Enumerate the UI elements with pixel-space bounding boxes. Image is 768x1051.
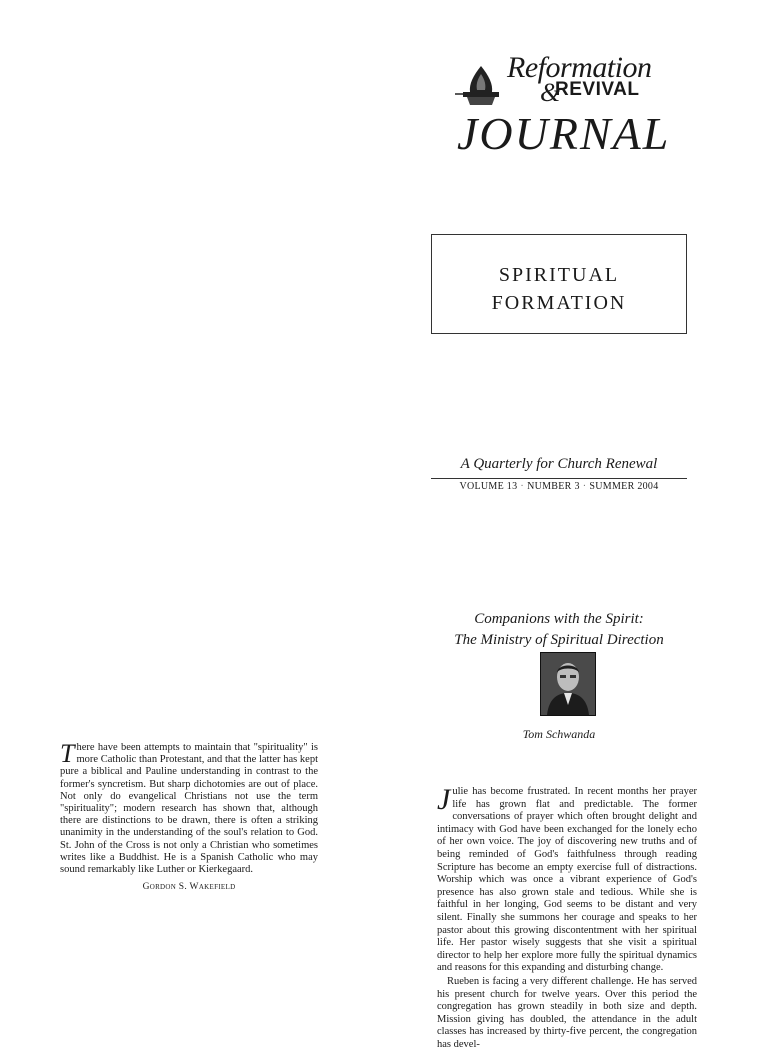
journal-tagline: A Quarterly for Church Renewal [460, 456, 658, 472]
pulpit-flame-icon [455, 64, 507, 106]
body-paragraph-1-text: ulie has become frustrated. In recent months her prayer life has grown flat and predictable. The former conversations of prayer which often brought delight and intimacy with God have been exchanged for the lonely echo of her own voice. The joy of discovering new truths and of being reminded of God's faithfulness through reading Scripture has become an empty exercise full of distractions. Worship which was once a vibrant experience of God's presence has also grown stale and tedious. While she is faithful in her longing, God seems to be distant and very silent. Finally she summons her courage and speaks to her pastor about this growing discontentment with her spiritual life. Her pastor wisely suggests that she visit a spiritual director to help her explore more fully the spiritual dynamics and reasons for this expanding and disturbing change. [437, 786, 697, 974]
author-name: Tom Schwanda [522, 727, 596, 741]
issue-number: NUMBER 3 [527, 481, 580, 492]
article-title-line-2: The Ministry of Spiritual Direction [454, 632, 664, 648]
article-title [431, 609, 687, 651]
issue-divider [431, 478, 687, 479]
theme-line-1: SPIRITUAL [498, 264, 620, 286]
masthead-reformation: Reformation [507, 51, 652, 84]
body-drop-cap: J [437, 783, 451, 816]
issue-theme-box [431, 234, 687, 334]
epigraph-drop-cap: T [60, 739, 75, 768]
issue-separator: · [582, 481, 587, 492]
theme-line-2: FORMATION [491, 292, 627, 314]
issue-info [431, 481, 687, 492]
body-paragraph-1 [437, 783, 697, 975]
epigraph [60, 739, 318, 893]
epigraph-body: here have been attempts to maintain that "spirituality" is more Catholic than Protestant, and that the latter has kept pure a biblical and Pauline understanding in contrast to the former's syncretism. But sharp dichotomies are out of place. Not only do evangelical Christians not use the term "spirituality"; modern research has shown that, although there are distinctions to be drawn, there is often a striking unanimity in the understanding of the soul's relation to God. St. John of the Cross is not only a Christian who sometimes writes like a Buddhist. He is a Spanish Catholic who may sound remarkably like Luther or Kierkegaard. [60, 742, 318, 876]
article-title-line-1: Companions with the Spirit: [474, 611, 644, 627]
masthead-ampersand: & [540, 78, 561, 107]
article-body [437, 783, 697, 1051]
masthead-journal: JOURNAL [457, 108, 671, 159]
body-paragraph-2: Rueben is facing a very different challenge. He has served his present church for twelve years. Over this period the congregation has grown steadily in both size and depth. Mission giving has doubled, the attendance in the adult classes has increased by thirty-five percent, the congregation has devel- [437, 975, 697, 1050]
issue-volume: VOLUME 13 [459, 481, 518, 492]
masthead [455, 52, 675, 162]
epigraph-attribution: Gordon S. Wakefield [142, 882, 236, 893]
issue-season: SUMMER 2004 [589, 481, 659, 492]
issue-separator: · [520, 481, 525, 492]
epigraph-text [60, 739, 318, 876]
author-photo [540, 652, 596, 716]
masthead-revival: REVIVAL [555, 79, 640, 100]
